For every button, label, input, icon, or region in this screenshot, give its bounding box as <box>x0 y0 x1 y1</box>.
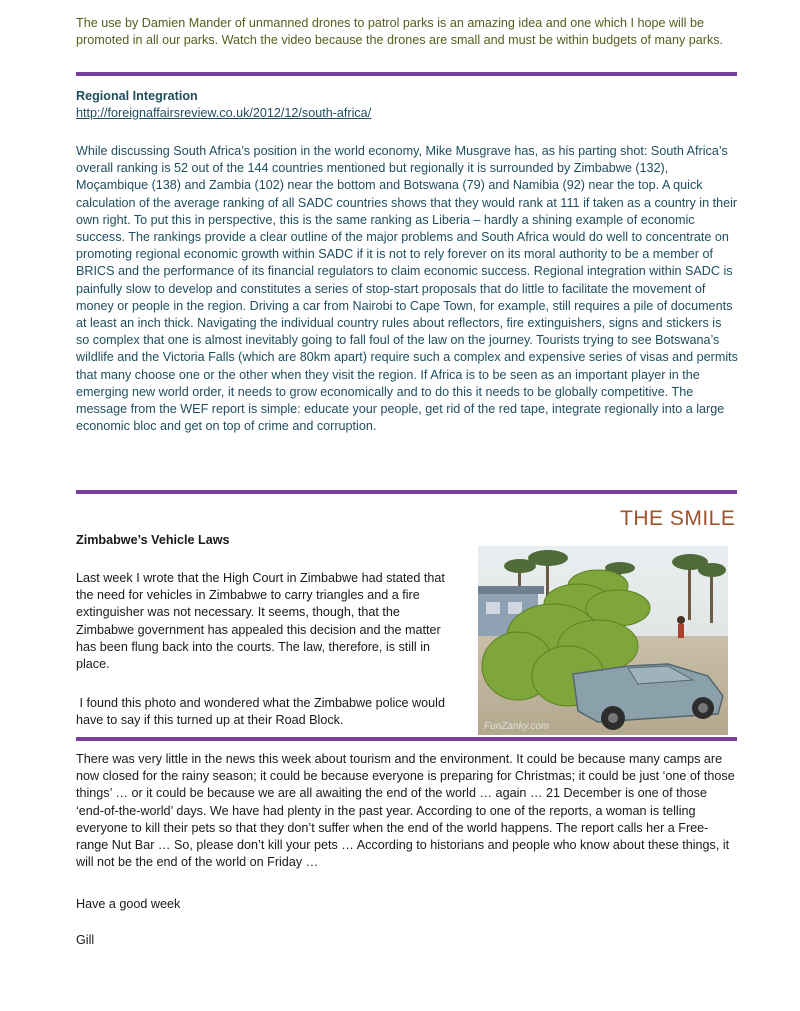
photo-watermark: FunZanky.com <box>484 721 550 732</box>
section-divider <box>76 737 737 741</box>
banana-car-photo <box>478 546 728 735</box>
photo-caption-paragraph: I found this photo and wondered what the Zimbabwe police would have to say if this turned up at their Road Block. <box>76 696 449 728</box>
author-name: Gill <box>76 933 95 947</box>
closing-paragraph: There was very little in the news this week about tourism and the environment. It could be because many camps are now closed for the rainy season; it could be because everyone is preparing for Christmas; it could be just ‘one of those things’ … or it could be because we are all awaiting the end of the world … again … 21 December is one of those ‘end-of-the-world’ days. We have had plenty in the past year. According to one of the reports, a woman is telling everyone to kill their pets so that they don’t suffer when the end of the world happens. The report calls her a Free-range Nut Bar … So, please don’t kill your pets … According to historians and people who know about these things, it will not be the end of the world on Friday … <box>76 752 735 870</box>
zimbabwe-heading: Zimbabwe’s Vehicle Laws <box>76 533 230 547</box>
zimbabwe-paragraph: Last week I wrote that the High Court in Zimbabwe had stated that the need for vehicles in Zimbabwe to carry triangles and a fire extinguisher was not necessary. It seems, though, that the Zimbabwe government has appealed this decision and the matter has been flung back into the courts. The law, therefore, is still in place. <box>76 571 445 672</box>
foreign-affairs-link[interactable]: http://foreignaffairsreview.co.uk/2012/12/south-africa/ <box>76 106 372 120</box>
smile-title: THE SMILE <box>620 507 736 530</box>
section-divider <box>76 72 737 76</box>
signoff-text: Have a good week <box>76 897 181 911</box>
section-divider <box>76 490 737 494</box>
regional-integration-heading: Regional Integration <box>76 89 198 103</box>
regional-integration-body: While discussing South Africa’s position in the world economy, Mike Musgrave has, as his parting shot: South Africa’s overall ranking is 52 out of the 144 countries mentioned but regionally it is surrounded by Zimbabwe (132), Moçambique (138) and Zambia (102) near the bottom and Botswana (79) and Namibia (92) near the top. A quick calculation of the average ranking of all SADC countries shows that they would rank at 111 if taken as a country in their own right. To put this in perspective, this is the same ranking as Liberia – hardly a shining example of economic success. The rankings provide a clear outline of the major problems and South Africa would do well to concentrate on promoting regional economic growth within SADC if it is not to rely forever on its moral authority to be a member of BRICS and the performance of its financial regulators to claim economic success. Regional integration within SADC is painfully slow to develop and constitutes a series of stop-start proposals that do little to facilitate the movement of money or people in the region. Driving a car from Nairobi to Cape Town, for example, still requires a pile of documents at least an inch thick. Navigating the individual country rules about reflectors, fire extinguishers, signs and stickers is so complex that one is almost inevitably going to fall foul of the law on the journey. Tourists trying to see Botswana’s wildlife and the Victoria Falls (which are 80km apart) require such a complex and expensive series of visas and permits that many choose one or the other when they visit the region. If Africa is to be seen as an important player in the emerging new world order, it needs to grow economically and to do this it needs to be globally competitive. The message from the WEF report is simple: educate your people, get rid of the red tape, integrate regionally into a large economic bloc and get on top of crime and corruption. <box>76 144 738 434</box>
drones-paragraph: The use by Damien Mander of unmanned drones to patrol parks is an amazing idea and one which I hope will be promoted in all our parks. Watch the video because the drones are small and must be within budgets of many parks. <box>76 16 724 48</box>
